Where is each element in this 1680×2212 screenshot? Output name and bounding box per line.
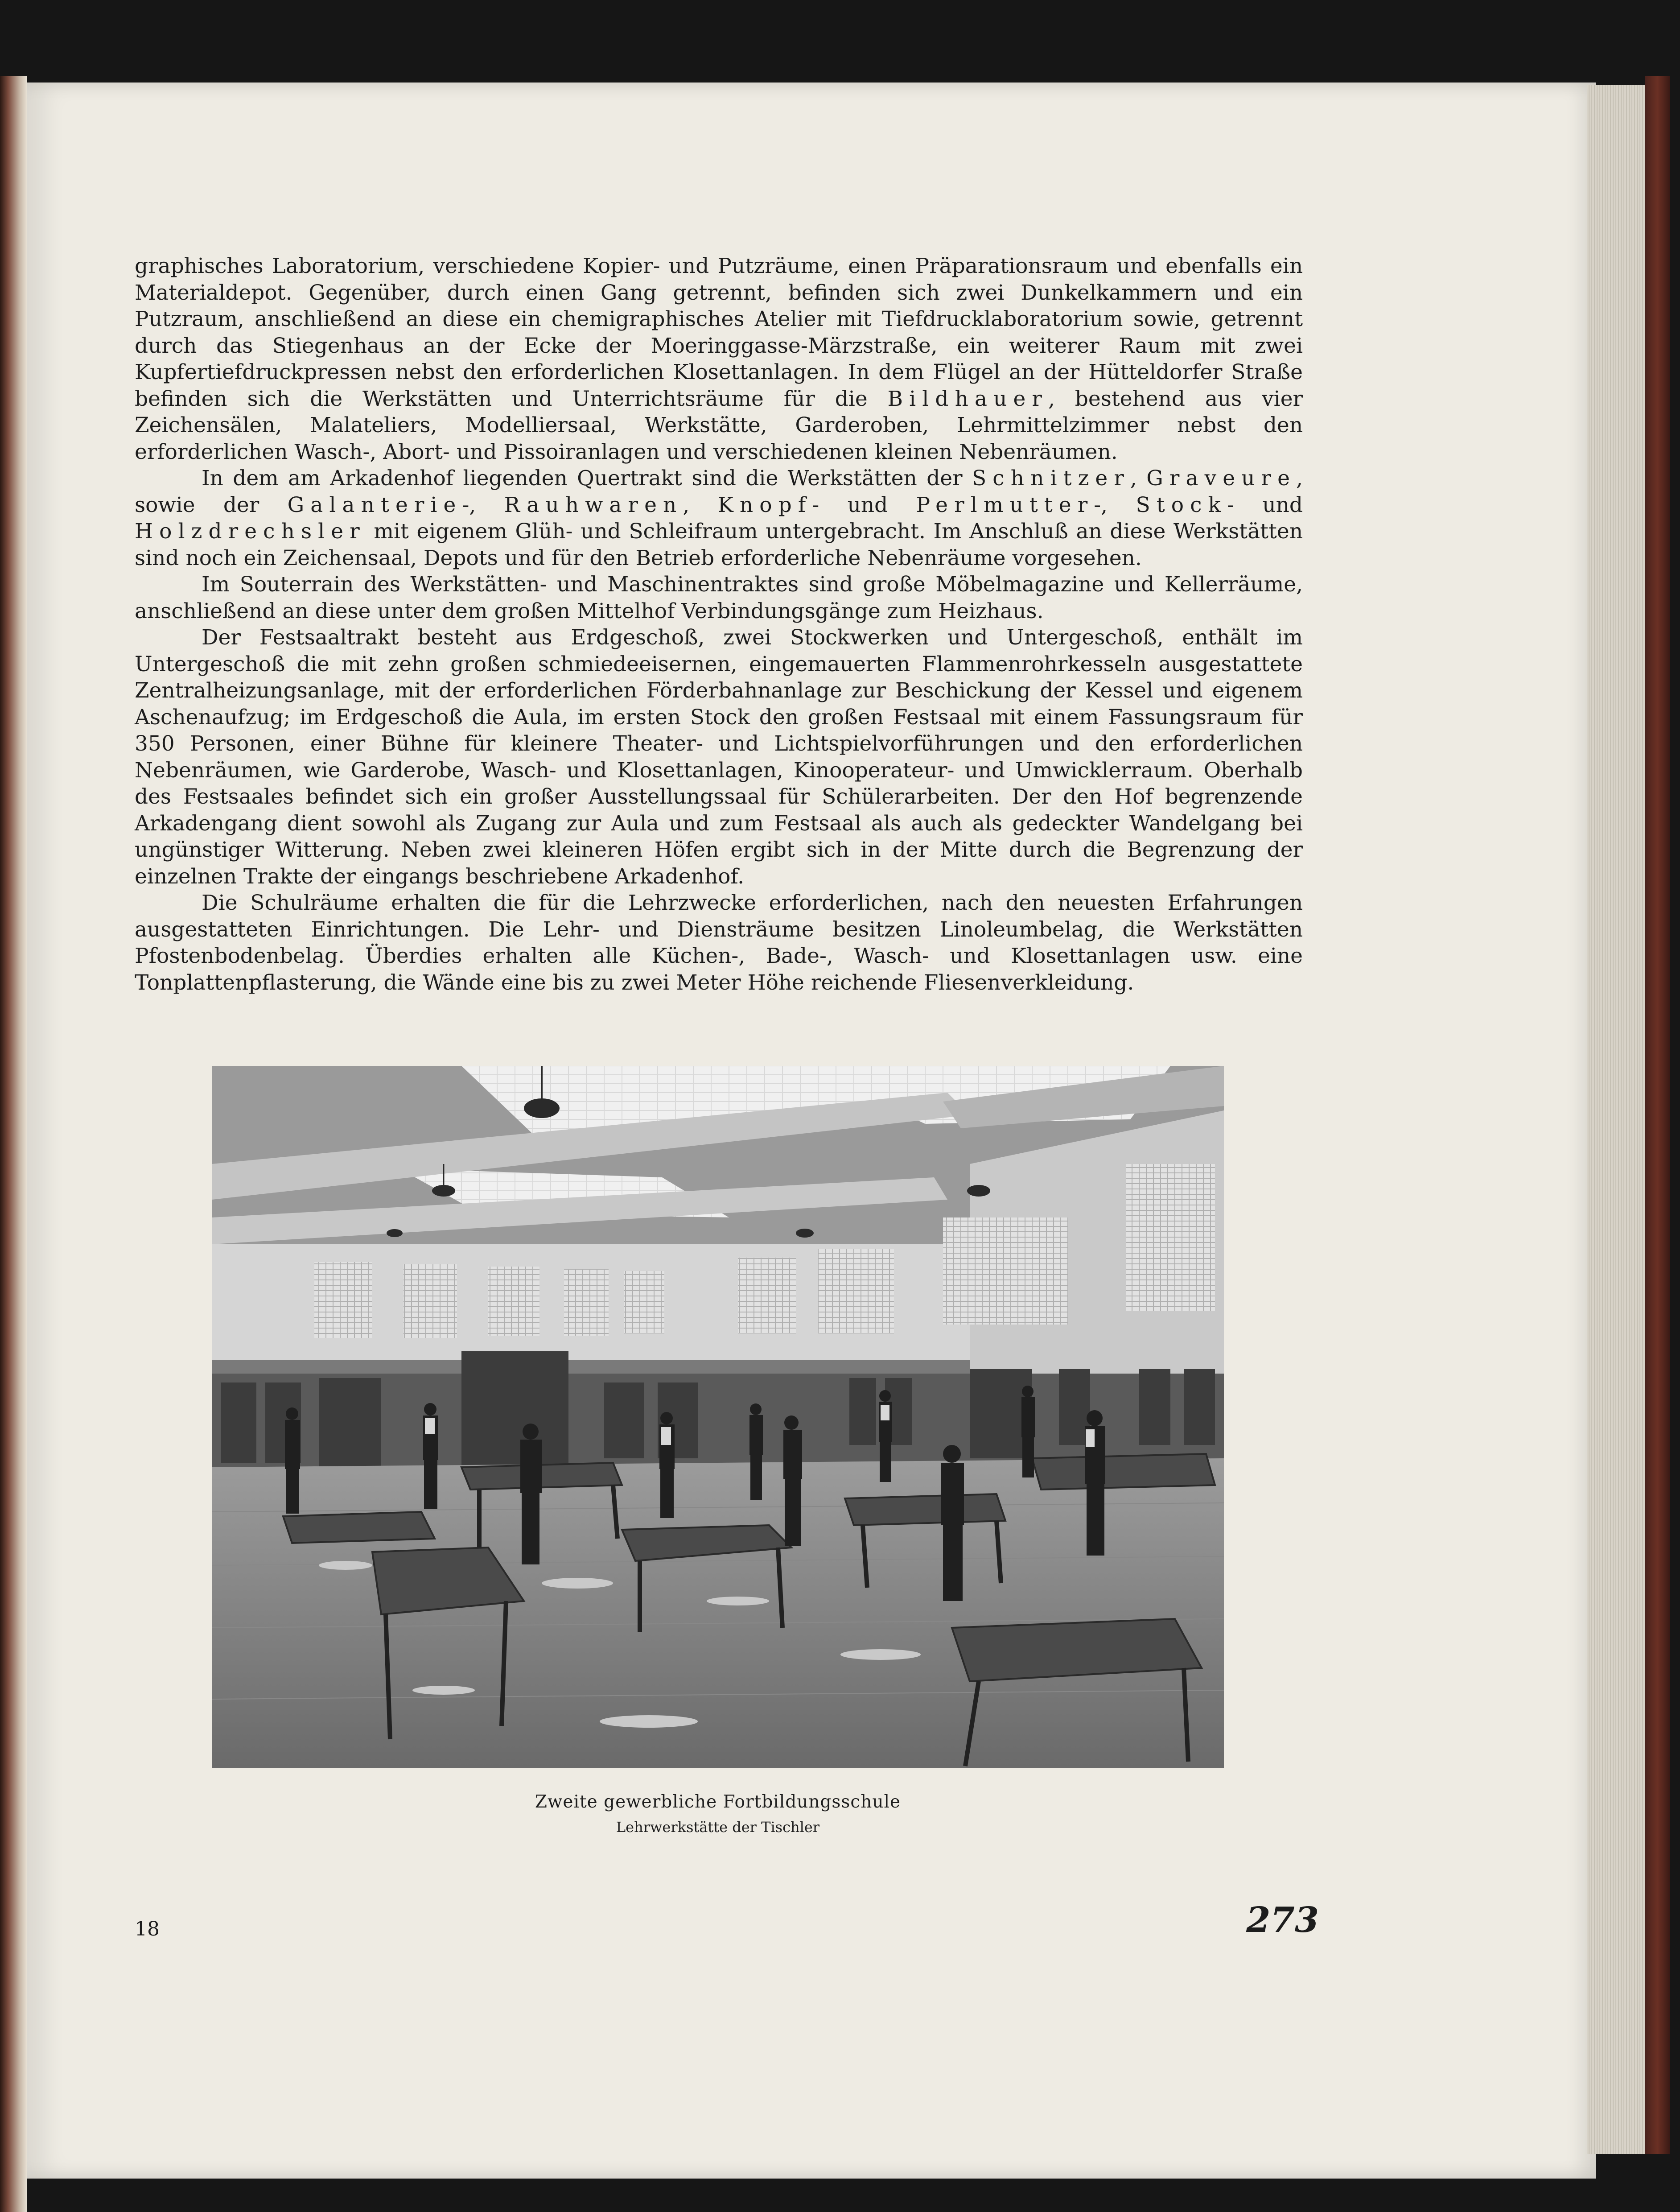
spaced-term: Schnitzer: [972, 466, 1130, 491]
signature-mark: 18: [135, 1918, 160, 1940]
book-binding-left: [0, 76, 27, 2212]
text-run: In dem am Arkadenhof liegenden Quertrakt sind die Werkstätten der: [202, 466, 972, 491]
figure-caption-subtitle: Lehrwerkstätte der Tischler: [616, 1819, 820, 1836]
text-run: , bestehend aus vier Zeichensälen, Malateliers, Modelliersaal, Werkstätte, Garderoben, Lehrmittelzimmer nebst den erforderlichen Wasch-, Abort- und Pissoiranlagen und verschiedenen kleinen Nebenräumen.: [135, 386, 1303, 464]
book-cover-edge: [1645, 76, 1670, 2154]
text-run: Im Souterrain des Werkstätten- und Maschinentraktes sind große Möbelmagazine und Kellerräume, anschließend an diese unter dem großen Mittelhof Verbindungsgänge zum Heizhaus.: [135, 572, 1303, 623]
text-run: - und: [1227, 492, 1303, 517]
body-paragraph: [135, 890, 1303, 996]
spaced-term: Graveure: [1146, 466, 1297, 491]
workshop-photograph: [212, 1066, 1224, 1768]
spaced-term: Bildhauer: [887, 386, 1048, 411]
text-run: -,: [1094, 492, 1136, 517]
text-run: ,: [1130, 466, 1147, 491]
body-paragraph: [135, 624, 1303, 890]
text-run: Der Festsaaltrakt besteht aus Erdgeschoß, zwei Stockwerken und Untergeschoß, enthält im Untergeschoß die mit zehn großen schmiedeeisernen, eingemauerten Flammenrohrkesseln ausgestattete Zentralheizungsanlage, mit der erforderlichen Förderbahnanlage zur Beschickung der Kessel und eigenem Aschenaufzug; im Erdgeschoß die Aula, im ersten Stock den großen Festsaal mit einem Fassungsraum für 350 Personen, einer Bühne für kleinere Theater- und Lichtspielvorführungen und den erforderlichen Nebenräumen, wie Garderobe, Wasch- und Klosettanlagen, Kinooperateur- und Umwicklerraum. Oberhalb des Festsaales befindet sich ein großer Ausstellungssaal für Schülerarbeiten. Der den Hof begrenzende Arkadengang dient sowohl als Zugang zur Aula und zum Festsaal als auch als gedeckter Wandelgang bei ungünstiger Witterung. Neben zwei kleineren Höfen ergibt sich in der Mitte durch die Begrenzung der einzelnen Trakte der eingangs beschriebene Arkadenhof.: [135, 625, 1303, 889]
text-run: ,: [683, 492, 718, 517]
text-run: mit eigenem Glüh- und Schleifraum untergebracht. Im Anschluß an diese Werkstätten sind noch ein Zeichensaal, Depots und für den Betrieb erforderliche Nebenräume vorgesehen.: [135, 519, 1303, 570]
page-number: 273: [1246, 1900, 1319, 1940]
body-paragraph: [135, 571, 1303, 624]
spaced-term: Galanterie: [287, 492, 462, 517]
text-run: -,: [462, 492, 504, 517]
body-paragraph: [135, 465, 1303, 571]
spaced-term: Rauhwaren: [504, 492, 683, 517]
text-run: graphisches Laboratorium, verschiedene Kopier- und Putzräume, einen Präparationsraum und ebenfalls ein Materialdepot. Gegenüber, durch einen Gang getrennt, befinden sich zwei Dunkelkammern und ein Putzraum, anschließend an diese ein chemigraphisches Atelier mit Tiefdrucklaboratorium sowie, getrennt durch das Stiegenhaus an der Ecke der Moeringgasse-Märzstraße, ein weiterer Raum mit zwei Kupfertiefdruckpressen nebst den erforderlichen Klosettanlagen. In dem Flügel an der Hütteldorfer Straße befinden sich die Werkstätten und Unterrichtsräume für die: [135, 254, 1303, 411]
text-run: , sowie der: [135, 466, 1303, 517]
body-text: [135, 253, 1303, 996]
text-run: Die Schulräume erhalten die für die Lehrzwecke erforderlichen, nach den neuesten Erfahrungen ausgestatteten Einrichtungen. Die Lehr- und Diensträume besitzen Linoleumbelag, die Werkstätten Pfostenbodenbelag. Überdies erhalten alle Küchen-, Bade-, Wasch- und Klosettanlagen usw. eine Tonplattenpflasterung, die Wände eine bis zu zwei Meter Höhe reichende Fliesenverkleidung.: [135, 891, 1303, 995]
spaced-term: Knopf: [717, 492, 812, 517]
photo-illustration: [212, 1066, 1224, 1768]
text-run: - und: [812, 492, 916, 517]
spaced-term: Stock: [1136, 492, 1227, 517]
spaced-term: Perlmutter: [916, 492, 1094, 517]
figure-caption-title: Zweite gewerbliche Fortbildungsschule: [535, 1792, 901, 1812]
spaced-term: Holzdrechsler: [135, 519, 366, 544]
page-stack-edges: [1587, 85, 1650, 2154]
body-paragraph: [135, 253, 1303, 465]
